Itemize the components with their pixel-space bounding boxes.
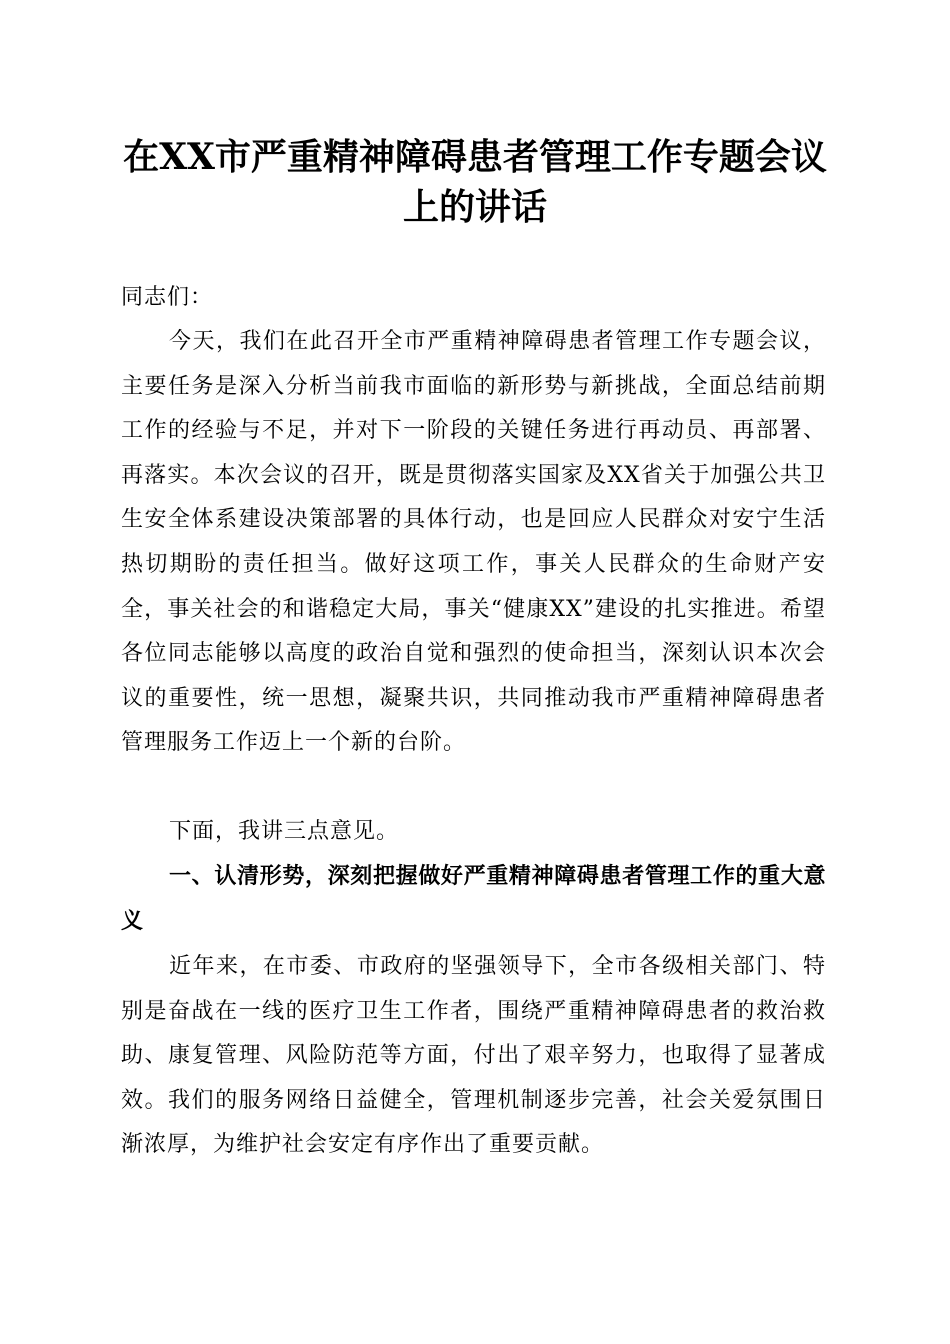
document-title (100, 132, 850, 232)
section-1-paragraph: 近年来，在市委、市政府的坚强领导下，全市各级相关部门、特别是奋战在一线的医疗卫生工作者，围绕严重精神障碍患者的救治救助、康复管理、风险防范等方面，付出了艰辛努力，也取得了显著成效。我们的服务网络日益健全，管理机制逐步完善，社会关爱氛围日渐浓厚，为维护社会安定有序作出了重要贡献。 (121, 954, 826, 1158)
transition-paragraph: 下面，我讲三点意见。 (169, 819, 400, 844)
opening-paragraph: 今天，我们在此召开全市严重精神障碍患者管理工作专题会议，主要任务是深入分析当前我市面临的新形势与新挑战，全面总结前期工作的经验与不足，并对下一阶段的关键任务进行再动员、再部署、再落实。本次会议的召开，既是贯彻落实国家及XX省关于加强公共卫生安全体系建设决策部署的具体行动，也是回应人民群众对安宁生活热切期盼的责任担当。做好这项工作，事关人民群众的生命财产安全，事关社会的和谐稳定大局，事关“健康XX”建设的扎实推进。希望各位同志能够以高度的政治自觉和强烈的使命担当，深刻认识本次会议的重要性，统一思想，凝聚共识，共同推动我市严重精神障碍患者管理服务工作迈上一个新的台阶。 (121, 329, 826, 756)
title-line-2: 上的讲话 (402, 186, 547, 228)
section-1-heading: 一、认清形势，深刻把握做好严重精神障碍患者管理工作的重大意义 (121, 864, 826, 934)
salutation: 同志们： (121, 285, 214, 310)
title-line-1: 在XX市严重精神障碍患者管理工作专题会议 (123, 136, 827, 178)
